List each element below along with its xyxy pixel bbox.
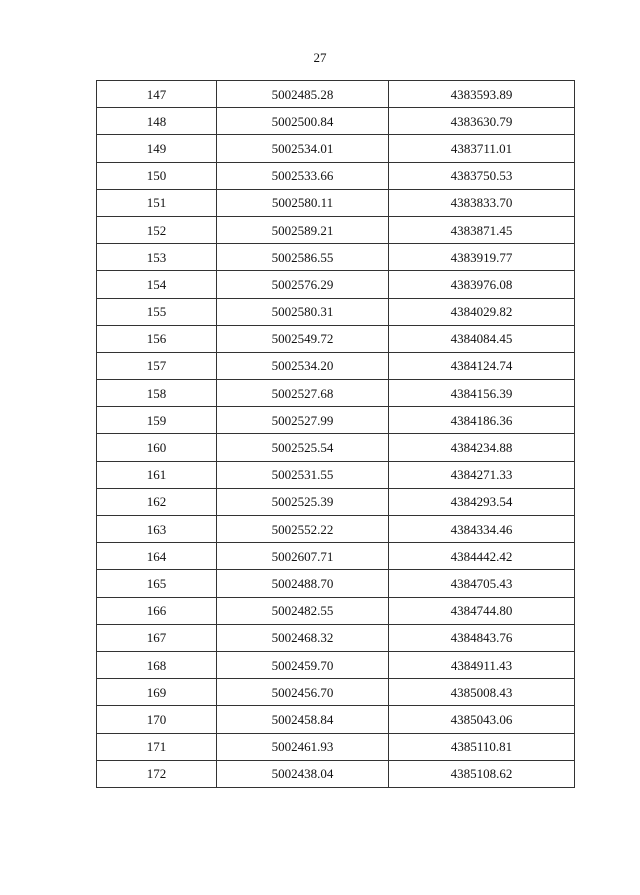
point-number-cell: 169 — [97, 679, 217, 706]
point-number-cell: 154 — [97, 271, 217, 298]
table-row — [97, 162, 575, 189]
y-coordinate-cell: 4383919.77 — [389, 244, 575, 271]
table-row — [97, 733, 575, 760]
y-coordinate-cell: 4384843.76 — [389, 624, 575, 651]
table-row — [97, 352, 575, 379]
table-row — [97, 189, 575, 216]
x-coordinate-cell: 5002580.31 — [217, 298, 389, 325]
table-row — [97, 108, 575, 135]
table-row — [97, 380, 575, 407]
x-coordinate-cell: 5002586.55 — [217, 244, 389, 271]
point-number-cell: 163 — [97, 516, 217, 543]
table-row — [97, 216, 575, 243]
point-number-cell: 171 — [97, 733, 217, 760]
point-number-cell: 151 — [97, 189, 217, 216]
y-coordinate-cell: 4385008.43 — [389, 679, 575, 706]
x-coordinate-cell: 5002552.22 — [217, 516, 389, 543]
table-row — [97, 706, 575, 733]
coordinates-table-body — [97, 81, 575, 788]
table-row — [97, 679, 575, 706]
table-row — [97, 135, 575, 162]
x-coordinate-cell: 5002527.99 — [217, 407, 389, 434]
point-number-cell: 168 — [97, 651, 217, 678]
point-number-cell: 170 — [97, 706, 217, 733]
y-coordinate-cell: 4383976.08 — [389, 271, 575, 298]
y-coordinate-cell: 4383833.70 — [389, 189, 575, 216]
y-coordinate-cell: 4384744.80 — [389, 597, 575, 624]
y-coordinate-cell: 4384293.54 — [389, 488, 575, 515]
x-coordinate-cell: 5002534.20 — [217, 352, 389, 379]
y-coordinate-cell: 4383871.45 — [389, 216, 575, 243]
table-row — [97, 597, 575, 624]
point-number-cell: 162 — [97, 488, 217, 515]
table-row — [97, 488, 575, 515]
y-coordinate-cell: 4384084.45 — [389, 325, 575, 352]
table-row — [97, 81, 575, 108]
y-coordinate-cell: 4384271.33 — [389, 461, 575, 488]
table-row — [97, 543, 575, 570]
point-number-cell: 153 — [97, 244, 217, 271]
y-coordinate-cell: 4383630.79 — [389, 108, 575, 135]
point-number-cell: 158 — [97, 380, 217, 407]
x-coordinate-cell: 5002461.93 — [217, 733, 389, 760]
y-coordinate-cell: 4385108.62 — [389, 760, 575, 787]
coordinates-table — [96, 80, 575, 788]
y-coordinate-cell: 4384442.42 — [389, 543, 575, 570]
point-number-cell: 155 — [97, 298, 217, 325]
y-coordinate-cell: 4384911.43 — [389, 651, 575, 678]
table-row — [97, 624, 575, 651]
x-coordinate-cell: 5002468.32 — [217, 624, 389, 651]
x-coordinate-cell: 5002531.55 — [217, 461, 389, 488]
x-coordinate-cell: 5002533.66 — [217, 162, 389, 189]
table-row — [97, 298, 575, 325]
x-coordinate-cell: 5002500.84 — [217, 108, 389, 135]
table-row — [97, 461, 575, 488]
point-number-cell: 149 — [97, 135, 217, 162]
point-number-cell: 148 — [97, 108, 217, 135]
x-coordinate-cell: 5002576.29 — [217, 271, 389, 298]
table-row — [97, 570, 575, 597]
y-coordinate-cell: 4384124.74 — [389, 352, 575, 379]
y-coordinate-cell: 4384029.82 — [389, 298, 575, 325]
y-coordinate-cell: 4384186.36 — [389, 407, 575, 434]
table-row — [97, 434, 575, 461]
y-coordinate-cell: 4383750.53 — [389, 162, 575, 189]
x-coordinate-cell: 5002589.21 — [217, 216, 389, 243]
point-number-cell: 165 — [97, 570, 217, 597]
x-coordinate-cell: 5002488.70 — [217, 570, 389, 597]
y-coordinate-cell: 4384234.88 — [389, 434, 575, 461]
x-coordinate-cell: 5002525.39 — [217, 488, 389, 515]
x-coordinate-cell: 5002438.04 — [217, 760, 389, 787]
x-coordinate-cell: 5002482.55 — [217, 597, 389, 624]
table-row — [97, 760, 575, 787]
point-number-cell: 152 — [97, 216, 217, 243]
point-number-cell: 160 — [97, 434, 217, 461]
x-coordinate-cell: 5002527.68 — [217, 380, 389, 407]
point-number-cell: 157 — [97, 352, 217, 379]
y-coordinate-cell: 4384334.46 — [389, 516, 575, 543]
point-number-cell: 147 — [97, 81, 217, 108]
y-coordinate-cell: 4385110.81 — [389, 733, 575, 760]
page-number: 27 — [313, 50, 327, 65]
table-row — [97, 244, 575, 271]
point-number-cell: 150 — [97, 162, 217, 189]
point-number-cell: 172 — [97, 760, 217, 787]
table-row — [97, 651, 575, 678]
x-coordinate-cell: 5002549.72 — [217, 325, 389, 352]
point-number-cell: 156 — [97, 325, 217, 352]
point-number-cell: 159 — [97, 407, 217, 434]
table-row — [97, 325, 575, 352]
y-coordinate-cell: 4384156.39 — [389, 380, 575, 407]
point-number-cell: 167 — [97, 624, 217, 651]
x-coordinate-cell: 5002456.70 — [217, 679, 389, 706]
point-number-cell: 166 — [97, 597, 217, 624]
point-number-cell: 164 — [97, 543, 217, 570]
x-coordinate-cell: 5002607.71 — [217, 543, 389, 570]
table-row — [97, 407, 575, 434]
x-coordinate-cell: 5002459.70 — [217, 651, 389, 678]
y-coordinate-cell: 4383593.89 — [389, 81, 575, 108]
point-number-cell: 161 — [97, 461, 217, 488]
table-row — [97, 516, 575, 543]
x-coordinate-cell: 5002534.01 — [217, 135, 389, 162]
x-coordinate-cell: 5002485.28 — [217, 81, 389, 108]
y-coordinate-cell: 4383711.01 — [389, 135, 575, 162]
x-coordinate-cell: 5002525.54 — [217, 434, 389, 461]
y-coordinate-cell: 4384705.43 — [389, 570, 575, 597]
table-row — [97, 271, 575, 298]
x-coordinate-cell: 5002458.84 — [217, 706, 389, 733]
y-coordinate-cell: 4385043.06 — [389, 706, 575, 733]
x-coordinate-cell: 5002580.11 — [217, 189, 389, 216]
